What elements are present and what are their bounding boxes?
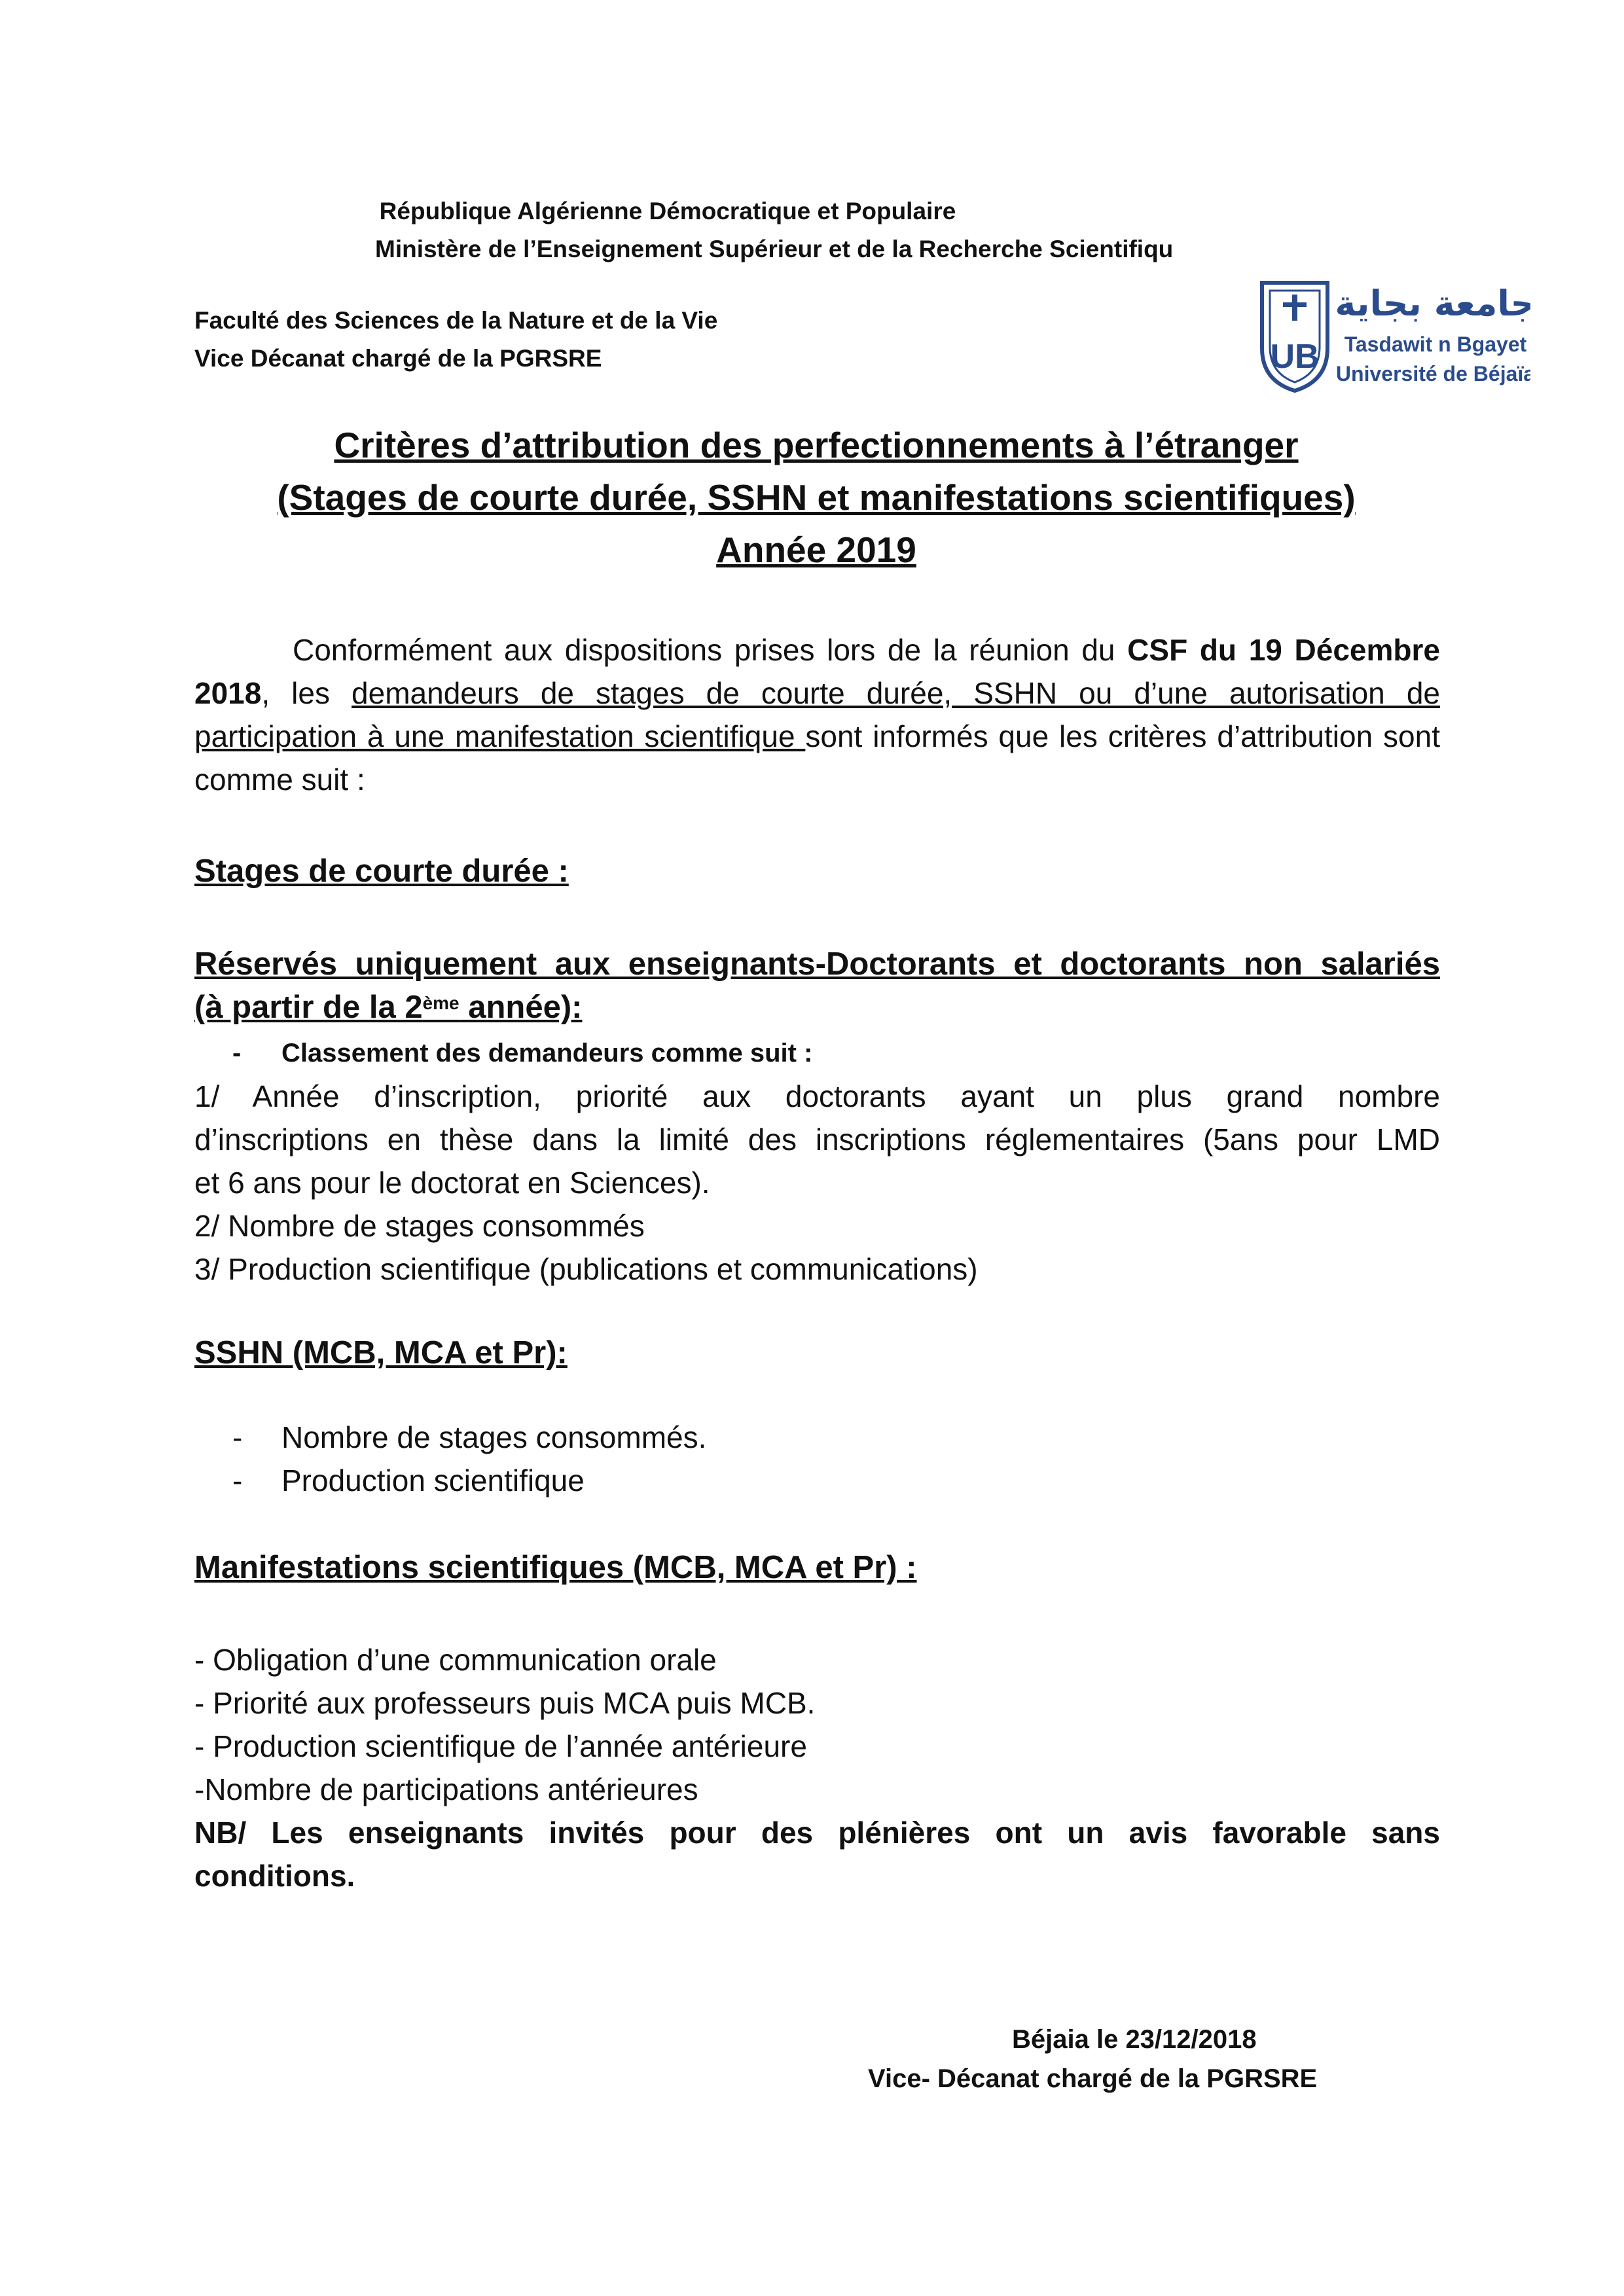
svg-text:جامعة بجاية: جامعة بجاية <box>1335 283 1530 324</box>
stages-item-2: 2/ Nombre de stages consommés <box>194 1209 645 1243</box>
svg-text:Université de Béjaïa: Université de Béjaïa <box>1335 362 1530 386</box>
university-seal-icon <box>1255 276 1530 394</box>
stages-item-1-line-2: d’inscriptions en thèse dans la limité des inscriptions réglementaires (5ans pour LMD <box>194 1122 1440 1157</box>
signature-place-date: Béjaia le 23/12/2018 <box>1012 2025 1257 2054</box>
intro-text-2: , les <box>261 676 352 710</box>
header-faculty: Faculté des Sciences de la Nature et de la Vie <box>194 307 718 334</box>
stages-subheading-sup: ème <box>422 993 460 1013</box>
header-country: République Algérienne Démocratique et Populaire <box>379 198 956 224</box>
stages-subheading-part-b: année): <box>459 990 583 1025</box>
sshn-heading: SSHN (MCB, MCA et Pr): <box>194 1335 568 1371</box>
stages-item-1-line-1: 1/ Année d’inscription, priorité aux doctorants ayant un plus grand nombre <box>194 1079 1440 1113</box>
svg-text:Tasdawit n Bgayet: Tasdawit n Bgayet <box>1344 332 1527 356</box>
classement-dash: - <box>232 1039 242 1067</box>
stages-item-3: 3/ Production scientifique (publications et communications) <box>194 1252 978 1286</box>
manif-item-1: - Obligation d’une communication orale <box>194 1643 717 1677</box>
classement-label: Classement des demandeurs comme suit : <box>281 1039 813 1067</box>
header-ministry: Ministère de l’Enseignement Supérieur et de la Recherche Scientifiqu <box>375 236 1174 262</box>
manif-nb-line-2: conditions. <box>194 1859 355 1893</box>
stages-item-1-line-3: et 6 ans pour le doctorat en Sciences). <box>194 1166 710 1200</box>
intro-csf-date: CSF du 19 Décembre 2018 <box>194 633 1440 710</box>
university-logo <box>1255 276 1530 394</box>
manif-item-4: -Nombre de participations antérieures <box>194 1772 698 1806</box>
stages-subheading-line-1: Réservés uniquement aux enseignants-Doctorants et doctorants non salariés <box>194 946 1440 982</box>
svg-text:UB: UB <box>1270 338 1320 376</box>
intro-paragraph <box>194 628 1440 801</box>
title-line-2: (Stages de courte durée, SSHN et manifestations scientifiques) <box>277 477 1356 518</box>
sshn-item-1: Nombre de stages consommés. <box>281 1420 707 1454</box>
sshn-item-2: Production scientifique <box>281 1463 585 1498</box>
manif-item-3: - Production scientifique de l’année antérieure <box>194 1729 807 1763</box>
intro-underlined-text: demandeurs de stages de courte durée, SSHN ou d’une autorisation de participation à une manifestation scientifique <box>194 676 1440 753</box>
intro-text-1: Conformément aux dispositions prises lors de la réunion du <box>293 633 1128 667</box>
stages-heading: Stages de courte durée : <box>194 853 569 889</box>
manif-item-2: - Priorité aux professeurs puis MCA puis MCB. <box>194 1686 816 1720</box>
manif-nb-line-1: NB/ Les enseignants invités pour des plénières ont un avis favorable sans <box>194 1816 1440 1850</box>
signature-signatory: Vice- Décanat chargé de la PGRSRE <box>868 2064 1318 2093</box>
manif-heading: Manifestations scientifiques (MCB, MCA et Pr) : <box>194 1550 917 1585</box>
intro-text-3: sont informés que les critères d’attribution sont comme suit : <box>194 719 1440 797</box>
header-vice-deanship: Vice Décanat chargé de la PGRSRE <box>194 345 602 372</box>
title-line-1: Critères d’attribution des perfectionnements à l’étranger <box>334 425 1299 465</box>
stages-subheading-line-2 <box>194 986 583 1029</box>
title-line-3: Année 2019 <box>716 529 916 570</box>
sshn-item-2-dash: - <box>232 1463 243 1498</box>
stages-subheading-part-a: (à partir de la 2 <box>194 990 423 1025</box>
sshn-item-1-dash: - <box>232 1420 243 1454</box>
